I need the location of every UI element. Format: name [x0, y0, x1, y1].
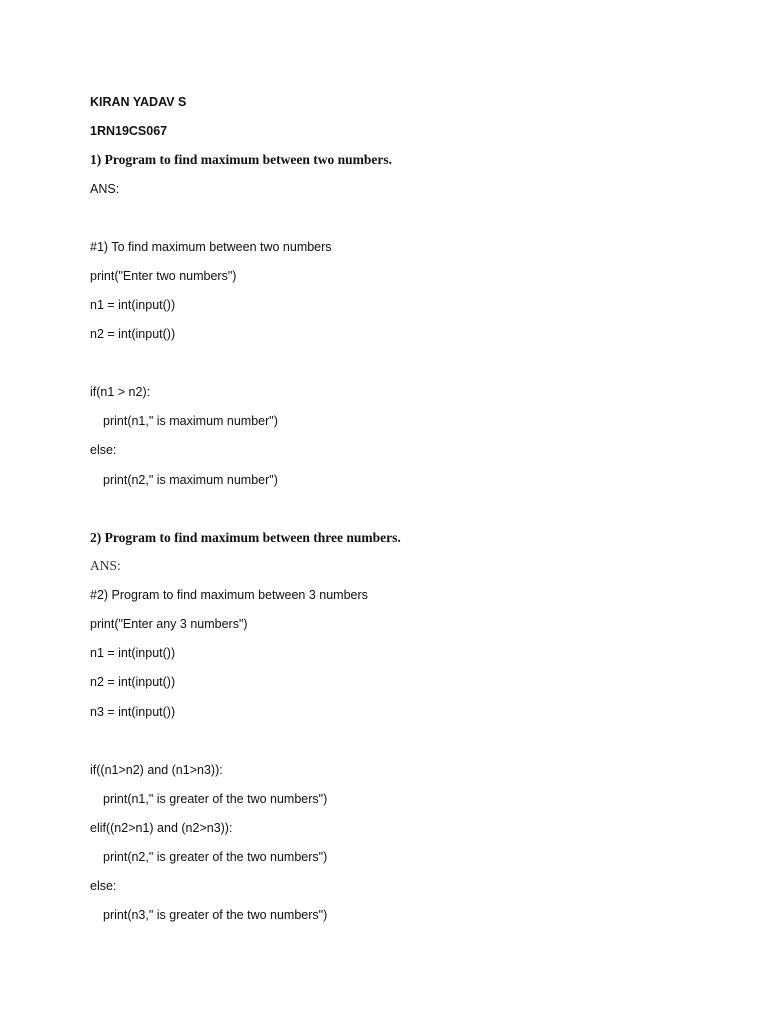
code-line: n2 = int(input()): [90, 327, 176, 341]
code-line: #2) Program to find maximum between 3 numbers: [90, 588, 368, 602]
code-line: elif((n2>n1) and (n2>n3)):: [90, 821, 233, 835]
code-line: print(n1," is maximum number"): [103, 414, 278, 428]
code-line: print(n1," is greater of the two numbers"): [103, 792, 328, 806]
question-2: 2) Program to find maximum between three numbers.: [90, 530, 401, 545]
author-name: KIRAN YADAV S: [90, 95, 187, 109]
code-line: n2 = int(input()): [90, 675, 176, 689]
code-line: n1 = int(input()): [90, 298, 176, 312]
code-line: print("Enter any 3 numbers"): [90, 617, 248, 631]
code-line: if((n1>n2) and (n1>n3)):: [90, 763, 223, 777]
code-line: else:: [90, 879, 117, 893]
code-line: #1) To find maximum between two numbers: [90, 240, 332, 254]
author-usn: 1RN19CS067: [90, 124, 168, 138]
code-line: print(n3," is greater of the two numbers"): [103, 908, 328, 922]
code-line: print("Enter two numbers"): [90, 269, 237, 283]
question-1: 1) Program to find maximum between two numbers.: [90, 152, 392, 167]
code-line: n3 = int(input()): [90, 705, 176, 719]
answer-label-1: ANS:: [90, 182, 120, 196]
code-line: n1 = int(input()): [90, 646, 176, 660]
answer-label-2: ANS:: [90, 558, 121, 573]
code-line: else:: [90, 443, 117, 457]
code-line: print(n2," is maximum number"): [103, 473, 278, 487]
code-line: print(n2," is greater of the two numbers"): [103, 850, 328, 864]
code-line: if(n1 > n2):: [90, 385, 151, 399]
